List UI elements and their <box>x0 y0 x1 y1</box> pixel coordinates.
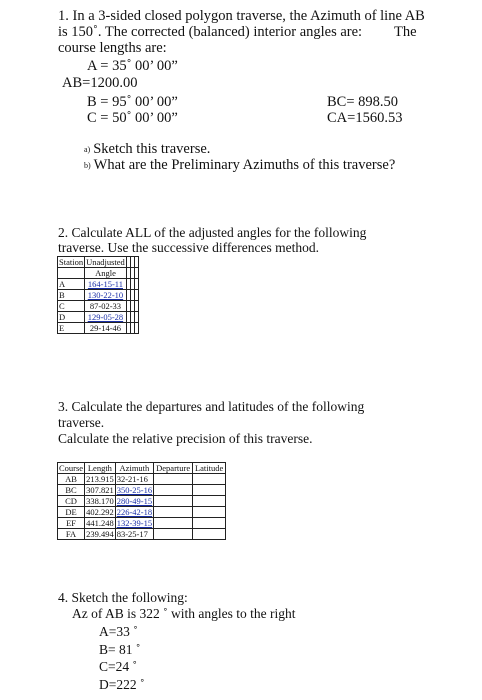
p3-line2: traverse. <box>58 415 105 430</box>
length-cell: 213.915 <box>86 474 114 484</box>
p1-line2: is 150˚. The corrected (balanced) interior angles are: <box>58 24 363 40</box>
traverse-table <box>57 462 226 540</box>
table-row <box>58 496 226 507</box>
departure-cell <box>154 518 193 529</box>
length-cell: 338.170 <box>86 496 114 506</box>
p1-line2-the: The <box>394 24 417 40</box>
latitude-cell <box>193 518 226 529</box>
angle-link[interactable]: 129-05-28 <box>85 312 127 323</box>
header-length: Length <box>85 463 116 474</box>
p1-length-ab: AB=1200.00 <box>62 75 138 91</box>
length-cell: 441.248 <box>86 518 114 528</box>
p1-qa-text: Sketch this traverse. <box>93 141 211 157</box>
departure-cell <box>154 507 193 518</box>
table-row <box>58 529 226 540</box>
angle-link[interactable]: 130-22-10 <box>85 290 127 301</box>
angle-cell: 87-02-33 <box>85 301 127 312</box>
table-row <box>58 279 139 290</box>
table-row <box>58 485 226 496</box>
course-cell: CD <box>58 496 85 507</box>
p2-line2: traverse. Use the successive differences method. <box>58 240 320 255</box>
p4-angle-a: A=33 ˚ <box>99 624 138 639</box>
station-cell: B <box>58 290 85 301</box>
p1-qa-marker: a) <box>84 145 91 154</box>
length-cell: 307.821 <box>86 485 114 495</box>
traverse-header-row <box>58 463 226 474</box>
angle-cell: 29-14-46 <box>85 323 127 334</box>
angles-subheader-row <box>58 268 139 279</box>
table-row <box>58 323 139 334</box>
angle-link[interactable]: 164-15-11 <box>85 279 127 290</box>
length-cell: 402.292 <box>86 507 114 517</box>
course-cell: DE <box>58 507 85 518</box>
p4-line2: Az of AB is 322 ˚ with angles to the right <box>72 606 296 621</box>
p1-angle-a: A = 35˚ 00’ 00” <box>87 58 178 74</box>
p1-length-ca: CA=1560.53 <box>327 110 403 126</box>
p1-line3: course lengths are: <box>58 40 167 56</box>
course-cell: BC <box>58 485 85 496</box>
course-cell: EF <box>58 518 85 529</box>
latitude-cell <box>193 496 226 507</box>
p1-angle-c: C = 50˚ 00’ 00” <box>87 110 178 126</box>
p3-line1: 3. Calculate the departures and latitudes of the following <box>58 399 365 414</box>
azimuth-cell: 83-25-17 <box>115 529 153 540</box>
course-cell: AB <box>58 474 85 485</box>
p1-qb-text: What are the Preliminary Azimuths of this traverse? <box>93 157 396 173</box>
p1-question-b <box>84 157 395 174</box>
course-cell: FA <box>58 529 85 540</box>
angles-header-row <box>58 257 139 268</box>
header-departure: Departure <box>154 463 193 474</box>
azimuth-cell: 32-21-16 <box>115 474 153 485</box>
station-cell: E <box>58 323 85 334</box>
header-latitude: Latitude <box>193 463 226 474</box>
station-cell: A <box>58 279 85 290</box>
header-angle: Angle <box>85 268 127 279</box>
table-row <box>58 301 139 312</box>
p1-length-bc: BC= 898.50 <box>327 94 399 110</box>
p1-question-a <box>84 141 210 158</box>
station-cell: C <box>58 301 85 312</box>
header-azimuth: Azimuth <box>115 463 153 474</box>
latitude-cell <box>193 529 226 540</box>
departure-cell <box>154 496 193 507</box>
header-unadjusted: Unadjusted <box>86 257 125 267</box>
p1-qb-marker: b) <box>84 161 91 170</box>
p2-line1: 2. Calculate ALL of the adjusted angles for the following <box>58 225 367 240</box>
table-row <box>58 312 139 323</box>
length-cell: 239.494 <box>86 529 114 539</box>
p4-angle-b: B= 81 ˚ <box>99 642 141 657</box>
latitude-cell <box>193 485 226 496</box>
departure-cell <box>154 485 193 496</box>
departure-cell <box>154 474 193 485</box>
departure-cell <box>154 529 193 540</box>
header-station: Station <box>59 257 84 267</box>
table-row <box>58 507 226 518</box>
p4-angle-c: C=24 ˚ <box>99 659 137 674</box>
table-row <box>58 474 226 485</box>
table-row <box>58 518 226 529</box>
azimuth-link[interactable]: 350-25-16 <box>116 485 153 495</box>
latitude-cell <box>193 474 226 485</box>
angles-table <box>57 256 139 334</box>
p3-line3: Calculate the relative precision of this traverse. <box>58 431 313 446</box>
latitude-cell <box>193 507 226 518</box>
azimuth-link[interactable]: 226-42-18 <box>116 507 153 517</box>
table-row <box>58 290 139 301</box>
header-course: Course <box>59 463 84 473</box>
azimuth-link[interactable]: 280-49-15 <box>116 496 153 506</box>
station-cell: D <box>58 312 85 323</box>
azimuth-link[interactable]: 132-39-15 <box>116 518 153 528</box>
p4-line1: 4. Sketch the following: <box>58 590 188 605</box>
p4-angle-d: D=222 ˚ <box>99 677 145 692</box>
p1-line1: 1. In a 3-sided closed polygon traverse, the Azimuth of line AB <box>58 8 425 24</box>
p1-angle-b: B = 95˚ 00’ 00” <box>87 94 178 110</box>
